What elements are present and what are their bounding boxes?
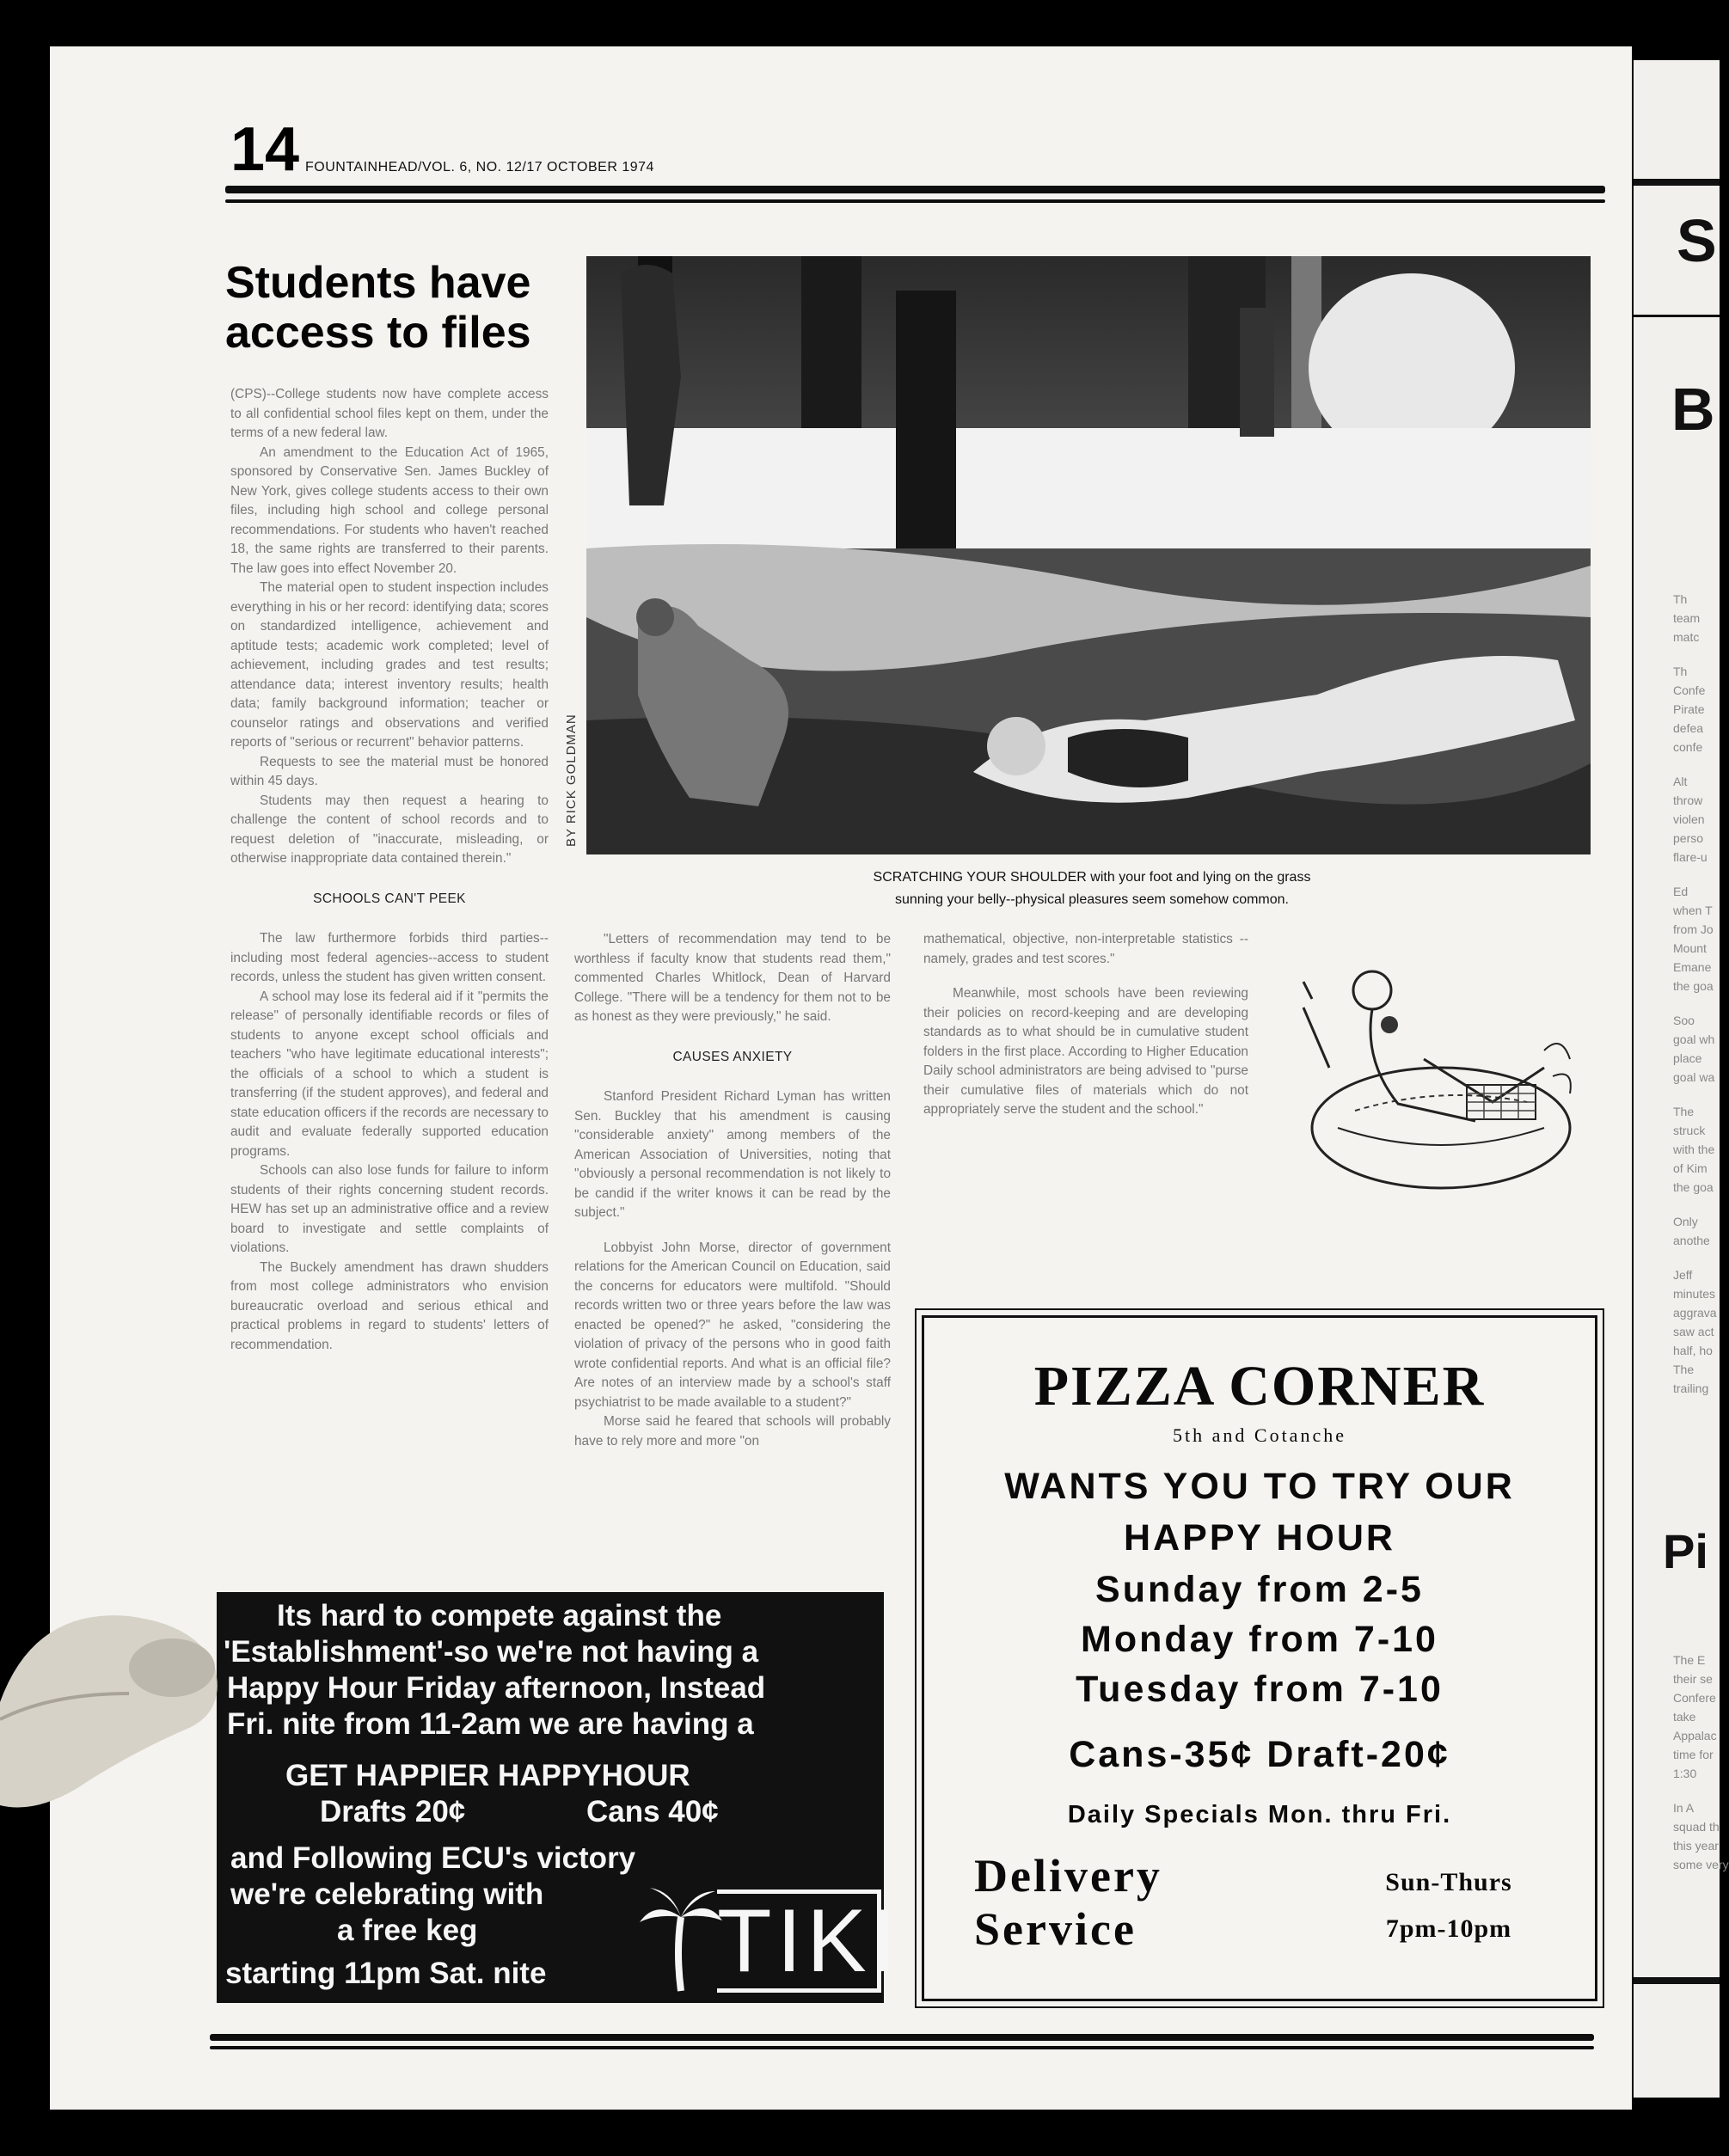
paragraph: Lobbyist John Morse, director of government relations for the American Council on Education, said the concerns for educators were multifold. "Should records written two or three years before the law was enacted be opened?" he asked, "considering the violation of privacy of the persons who in good faith wrote confidential reports. And what is an official file? Are notes of an interview made by a school's staff psychiatrist to be made available to a student?" [574,1240,891,1410]
tiki-drafts-price: Drafts 20¢ [320,1795,466,1828]
pizza-delivery-1: Delivery [974,1850,1162,1902]
paragraph: "Letters of recommendation may tend to be worthless if faculty know that students read them," commented Charles Whitlock, Dean of Harvard College. "There will be a tendency for them not to be as honest as they were previously," he said. [574,932,891,1024]
paragraph: Requests to see the material must be honored within 45 days. [230,754,549,788]
paragraph: (CPS)--College students now have complete access to all confidential school files kept on them, under the terms of a new federal law. [230,387,549,440]
ad-line: starting 11pm Sat. nite [225,1957,547,1990]
pizza-headline-1: WANTS YOU TO TRY OUR [1004,1466,1515,1507]
paragraph: Meanwhile, most schools have been reviewing their policies on record-keeping and are developing standards as to what should be in cumulative student folders in the first place. According to Higher Education Daily school administrators are being advised to "purse their cumulative files of materials which do not appropriately serve the student and the school." [923,986,1248,1117]
paragraph: A school may lose its federal aid if it "permits the release" of personally identifiable records or files of students to anyone except school officials and teachers "who have legitimate educational interests"; the officials of a school to which a student is transferring (if the student approves), and federal and state education officers if the records are necessary to audit and evaluate federally supported education programs. [230,989,549,1159]
adjacent-rule [1634,315,1720,317]
pizza-delivery-2: Service [974,1903,1137,1955]
subhead-schools-cant-peek: SCHOOLS CAN'T PEEK [313,891,466,906]
ad-line: and Following ECU's victory [230,1841,636,1875]
pizza-specials: Daily Specials Mon. thru Fri. [1067,1801,1452,1828]
pizza-prices: Cans-35¢ Draft-20¢ [1069,1734,1450,1775]
paragraph: The law furthermore forbids third parties--including most federal agencies--access to student records, unless the student has given written consent. [230,931,549,984]
article-column-2 [574,930,891,1451]
ad-line: 'Establishment'-so we're not having a [224,1635,759,1669]
article-headline: Students have access to files [225,258,531,358]
ad-line: we're celebrating with [230,1877,544,1911]
page-number: 14 [230,115,300,184]
adjacent-column-fragments-lower: The E their se Confere take Appalac time for 1:30 In A squad th this year some very [1673,1653,1729,1871]
ad-line: Fri. nite from 11-2am we are having a [227,1707,754,1741]
tiki-cans-price: Cans 40¢ [586,1795,719,1828]
article-column-1 [230,385,549,1355]
adjacent-headline-3: Pi [1663,1524,1708,1578]
pizza-name: PIZZA CORNER [1033,1355,1486,1418]
header-rule [225,186,1605,193]
adjacent-headline-1: S [1677,207,1717,274]
adjacent-headline-2: B [1671,376,1715,443]
pizza-time-monday: Monday from 7-10 [1081,1619,1438,1660]
article-column-3 [923,930,1248,1120]
footer-rule [210,2034,1594,2041]
thumb-holding-page [0,1590,232,1814]
pizza-hours-days: Sun-Thurs [1385,1868,1512,1896]
paragraph: Morse said he feared that schools will probably have to rely more and more "on [574,1414,891,1449]
adjacent-rule [1634,1977,1720,1984]
paragraph: The material open to student inspection includes everything in his or her record: identifying data; scores on standardized intelligence, achievement and aptitude tests; academic work completed; level of achievement, including grades and test results; attendance data; interest inventory results; health data; family background information; teacher or counselor ratings and observations and verified reports of "serious or recurrent" behavior patterns. [230,580,549,750]
adjacent-column-fragments: Th team matc Th Confe Pirate defea confe Alt throw violen perso flare-u Ed when T from Jo Mount Emane the goa Soo goal wh place goal wa The struck with the of Kim the goa Only anothe Jeff minutes aggrava saw act half, ho The trailing [1673,592,1717,1395]
paragraph: The Buckely amendment has drawn shudders from most college administrators who envision bureaucratic overload and serious ethical and practical problems in regard to students' letters of recommendation. [230,1259,549,1352]
pizza-corner-ad [922,1315,1597,2001]
ad-line: Its hard to compete against the [277,1599,722,1632]
news-photo [586,256,1591,854]
photo-image [586,256,1591,854]
header-rule-thin [225,199,1605,203]
palm-tree-icon [638,1883,724,1994]
paragraph: Schools can also lose funds for failure to inform students of their rights concerning student records. HEW has set up an administrative office and a review board to investigate and settle complaints of violations. [230,1163,549,1255]
tiki-logo: TIKI [717,1891,902,1991]
ad-line: Happy Hour Friday afternoon, Instead [227,1671,766,1705]
paragraph: Stanford President Richard Lyman has written Sen. Buckley that his amendment is causing "considerable anxiety" among members of the American Association of Universities, noting that "obviously a personal recommendation is not likely to be candid if the writer knows it can be read by the subject." [574,1089,891,1220]
photo-credit: BY RICK GOLDMAN [564,714,579,847]
tiki-headline: GET HAPPIER HAPPYHOUR [285,1759,690,1792]
paragraph: An amendment to the Education Act of 1965, sponsored by Conservative Sen. James Buckley of New York, gives college students access to their own files, including high school and college personal recommendations. For students who haven't reached 18, the same rights are transferred to their parents. The law goes into effect November 20. [230,444,549,576]
pizza-hours-time: 7pm-10pm [1385,1914,1512,1943]
pizza-time-tuesday: Tuesday from 7-10 [1076,1669,1444,1710]
paragraph: mathematical, objective, non-interpretable statistics --namely, grades and test scores." [923,932,1248,966]
pizza-time-sunday: Sunday from 2-5 [1095,1569,1424,1610]
subhead-causes-anxiety: CAUSES ANXIETY [672,1049,793,1064]
pizza-headline-2: HAPPY HOUR [1124,1517,1395,1559]
adjacent-rule [1634,179,1720,186]
paragraph: Students may then request a hearing to challenge the content of school records and to request deletion of "inaccurate, misleading, or otherwise inappropriate data contained therein." [230,793,549,866]
pizza-address: 5th and Cotanche [1173,1424,1346,1446]
photo-caption: SCRATCHING YOUR SHOULDER with your foot and lying on the grass sunning your belly--physical pleasures seem somehow common. [873,870,1311,907]
illustration-lounging-figure [1286,956,1587,1214]
footer-rule-thin [210,2046,1594,2049]
adjacent-page-edge [1634,60,1729,2098]
folio-line: FOUNTAINHEAD/VOL. 6, NO. 12/17 OCTOBER 1974 [305,160,654,175]
tiki-happy-hour-ad [217,1592,902,2003]
ad-line: a free keg [337,1914,478,1947]
